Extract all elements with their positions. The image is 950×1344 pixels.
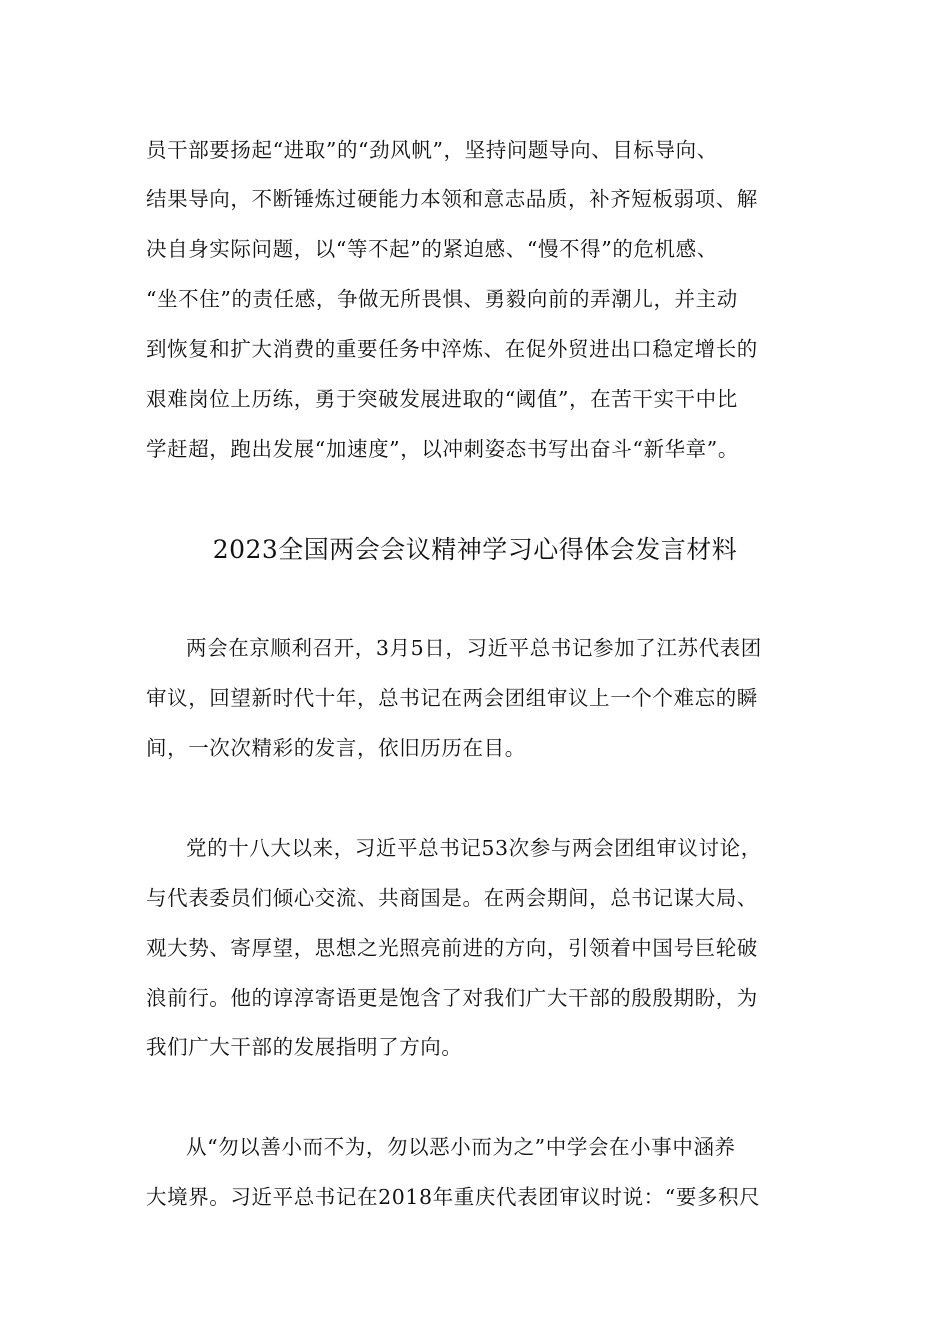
paragraph-2-line-5: 我们广大干部的发展指明了方向。 — [146, 1035, 463, 1059]
paragraph-2-line-1: 党的十八大以来，习近平总书记53次参与两会团组审议讨论， — [186, 836, 762, 860]
paragraph-3-line-1: 从“勿以善小而不为，勿以恶小而为之”中学会在小事中涵养 — [186, 1135, 736, 1159]
intro-line-7: 学赶超，跑出发展“加速度”，以冲刺姿态书写出奋斗“新华章”。 — [146, 437, 739, 461]
paragraph-1-line-3: 间，一次次精彩的发言，依旧历历在目。 — [146, 736, 526, 760]
intro-line-4: “坐不住”的责任感，争做无所畏惧、勇毅向前的弄潮儿，并主动 — [146, 287, 738, 311]
intro-line-1: 员干部要扬起“进取”的“劲风帆”，坚持问题导向、目标导向、 — [146, 138, 718, 162]
paragraph-2-line-4: 浪前行。他的谆淳寄语更是饱含了对我们广大干部的殷殷期盼，为 — [146, 986, 758, 1010]
paragraph-2-line-3: 观大势、寄厚望，思想之光照亮前进的方向，引领着中国号巨轮破 — [146, 936, 758, 960]
paragraph-2-line-2: 与代表委员们倾心交流、共商国是。在两会期间，总书记谋大局、 — [146, 886, 758, 910]
intro-line-2: 结果导向，不断锤炼过硬能力本领和意志品质，补齐短板弱项、解 — [146, 187, 758, 211]
intro-line-3: 决自身实际问题，以“等不起”的紧迫感、“慢不得”的危机感、 — [146, 237, 718, 261]
paragraph-1-line-1: 两会在京顺利召开，3月5日，习近平总书记参加了江苏代表团 — [186, 636, 762, 660]
paragraph-3-line-2: 大境界。习近平总书记在2018年重庆代表团审议时说：“要多积尺 — [146, 1185, 761, 1209]
intro-line-6: 艰难岗位上历练，勇于突破发展进取的“阈值”，在苦干实干中比 — [146, 387, 738, 411]
document-title: 2023全国两会会议精神学习心得体会发言材料 — [212, 535, 738, 564]
intro-line-5: 到恢复和扩大消费的重要任务中淬炼、在促外贸进出口稳定增长的 — [146, 337, 758, 361]
paragraph-1-line-2: 审议，回望新时代十年，总书记在两会团组审议上一个个难忘的瞬 — [146, 686, 758, 710]
